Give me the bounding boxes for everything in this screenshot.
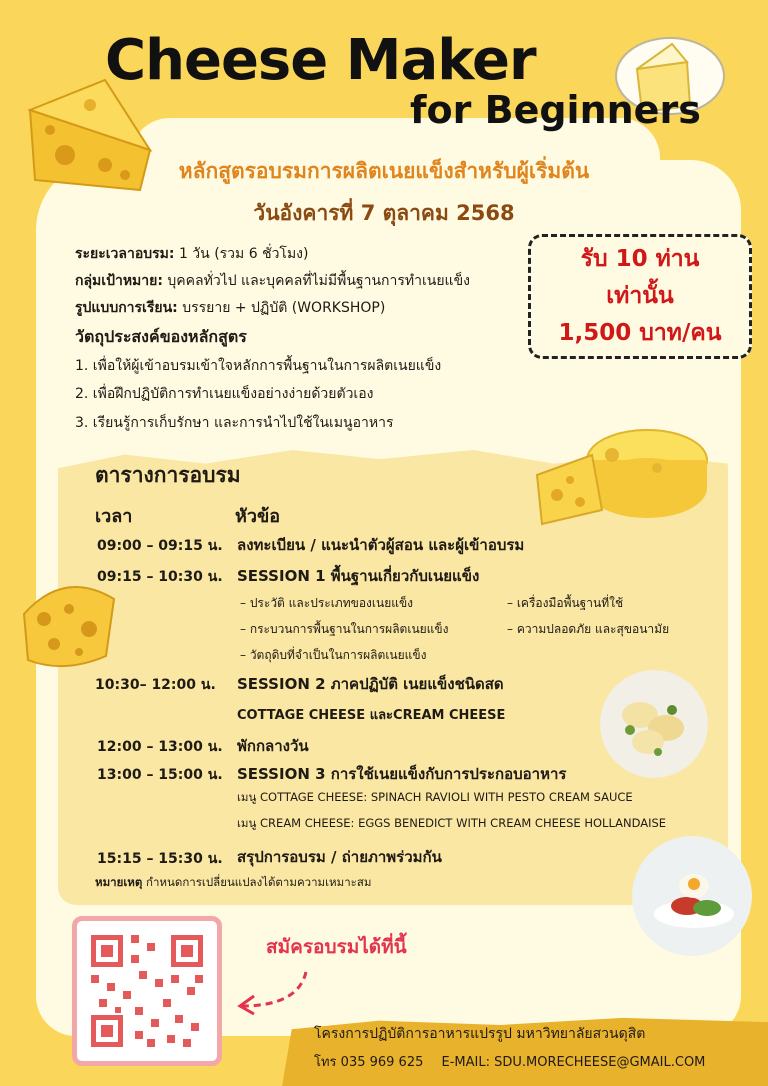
- eggs-benedict-photo: [632, 836, 752, 956]
- schedule-note: [95, 874, 371, 892]
- schedule-time: 10:30– 12:00 น.: [95, 677, 216, 693]
- session1-detail: – วัตถุดิบที่จำเป็นในการผลิตเนยแข็ง: [240, 648, 427, 662]
- format-label: รูปแบบการเรียน:: [75, 300, 178, 316]
- duration-label: ระยะเวลาอบรม:: [75, 246, 175, 262]
- price-box: [528, 234, 752, 359]
- price-seats: รับ 10 ท่าน: [580, 246, 700, 272]
- session1-detail: – ความปลอดภัย และสุขอนามัย: [507, 622, 670, 636]
- swiss-cheese-illustration: [14, 574, 120, 674]
- format-value: บรรยาย + ปฏิบัติ (WORKSHOP): [182, 300, 386, 316]
- note-text: กำหนดการเปลี่ยนแปลงได้ตามความเหมาะสม: [146, 875, 372, 889]
- schedule-topic: ลงทะเบียน / แนะนำตัวผู้สอน และผู้เข้าอบรม: [237, 536, 525, 554]
- session3-menu: เมนู CREAM CHEESE: EGGS BENEDICT WITH CREAM CHEESE HOLLANDAISE: [237, 816, 667, 830]
- schedule-time: 09:15 – 10:30 น.: [97, 569, 223, 585]
- objective-item: 3. เรียนรู้การเก็บรักษา และการนำไปใช้ในเมนูอาหาร: [75, 415, 394, 431]
- column-topic-header: หัวข้อ: [235, 506, 281, 527]
- subtitle: หลักสูตรอบรมการผลิตเนยแข็งสำหรับผู้เริ่มต้น: [178, 159, 590, 183]
- schedule-time: 09:00 – 09:15 น.: [97, 538, 223, 554]
- target-value: บุคคลทั่วไป และบุคคลที่ไม่มีพื้นฐานการทำเนยแข็ง: [167, 273, 470, 289]
- footer-organization: โครงการปฏิบัติการอาหารแปรรูป มหาวิทยาลัยสวนดุสิต: [314, 1026, 646, 1042]
- price-amount: 1,500 บาท/คน: [558, 320, 722, 346]
- session1-detail: – กระบวนการพื้นฐานในการผลิตเนยแข็ง: [240, 622, 449, 636]
- cheese-wheel-illustration: [532, 420, 710, 528]
- title-line-2: for Beginners: [410, 88, 701, 132]
- schedule-time: 13:00 – 15:00 น.: [97, 767, 223, 783]
- price-only: เท่านั้น: [606, 283, 674, 309]
- info-target: [75, 270, 470, 292]
- session1-detail: – เครื่องมือพื้นฐานที่ใช้: [507, 596, 624, 610]
- session2-detail: COTTAGE CHEESE และCREAM CHEESE: [237, 708, 506, 723]
- footer-contact: [314, 1051, 705, 1072]
- footer-email[interactable]: E-MAIL: SDU.MORECHEESE@GMAIL.COM: [441, 1055, 706, 1070]
- objectives-heading: วัตถุประสงค์ของหลักสูตร: [75, 327, 247, 346]
- schedule-topic: SESSION 2 ภาคปฏิบัติ เนยแข็งชนิดสด: [237, 675, 504, 693]
- event-date: วันอังคารที่ 7 ตุลาคม 2568: [253, 201, 515, 225]
- qr-code-icon: [77, 921, 217, 1061]
- footer-phone: โทร 035 969 625: [314, 1055, 424, 1070]
- registration-qr-code[interactable]: [72, 916, 222, 1066]
- info-duration: [75, 243, 308, 265]
- schedule-topic: สรุปการอบรม / ถ่ายภาพร่วมกัน: [237, 848, 442, 866]
- info-format: [75, 297, 385, 319]
- schedule-topic: พักกลางวัน: [237, 737, 309, 755]
- schedule-topic: SESSION 3 การใช้เนยแข็งกับการประกอบอาหาร: [237, 765, 567, 783]
- session3-menu: เมนู COTTAGE CHEESE: SPINACH RAVIOLI WITH PESTO CREAM SAUCE: [237, 790, 633, 804]
- title-line-1: Cheese Maker: [105, 28, 536, 93]
- objective-item: 1. เพื่อให้ผู้เข้าอบรมเข้าใจหลักการพื้นฐานในการผลิตเนยแข็ง: [75, 358, 442, 374]
- schedule-time: 15:15 – 15:30 น.: [97, 851, 223, 867]
- session1-detail: – ประวัติ และประเภทของเนยแข็ง: [240, 596, 414, 610]
- schedule-heading: ตารางการอบรม: [95, 463, 241, 487]
- target-label: กลุ่มเป้าหมาย:: [75, 273, 163, 289]
- objective-item: 2. เพื่อฝึกปฏิบัติการทำเนยแข็งอย่างง่ายด้วยตัวเอง: [75, 386, 374, 402]
- register-text: สมัครอบรมได้ที่นี้: [266, 936, 407, 958]
- note-label: หมายเหตุ: [95, 875, 143, 889]
- duration-value: 1 วัน (รวม 6 ชั่วโมง): [178, 246, 309, 262]
- dashed-arrow-icon: [228, 968, 318, 1018]
- column-time-header: เวลา: [95, 506, 133, 527]
- schedule-time: 12:00 – 13:00 น.: [97, 739, 223, 755]
- schedule-topic: SESSION 1 พื้นฐานเกี่ยวกับเนยแข็ง: [237, 567, 480, 585]
- ravioli-dish-photo: [600, 670, 708, 778]
